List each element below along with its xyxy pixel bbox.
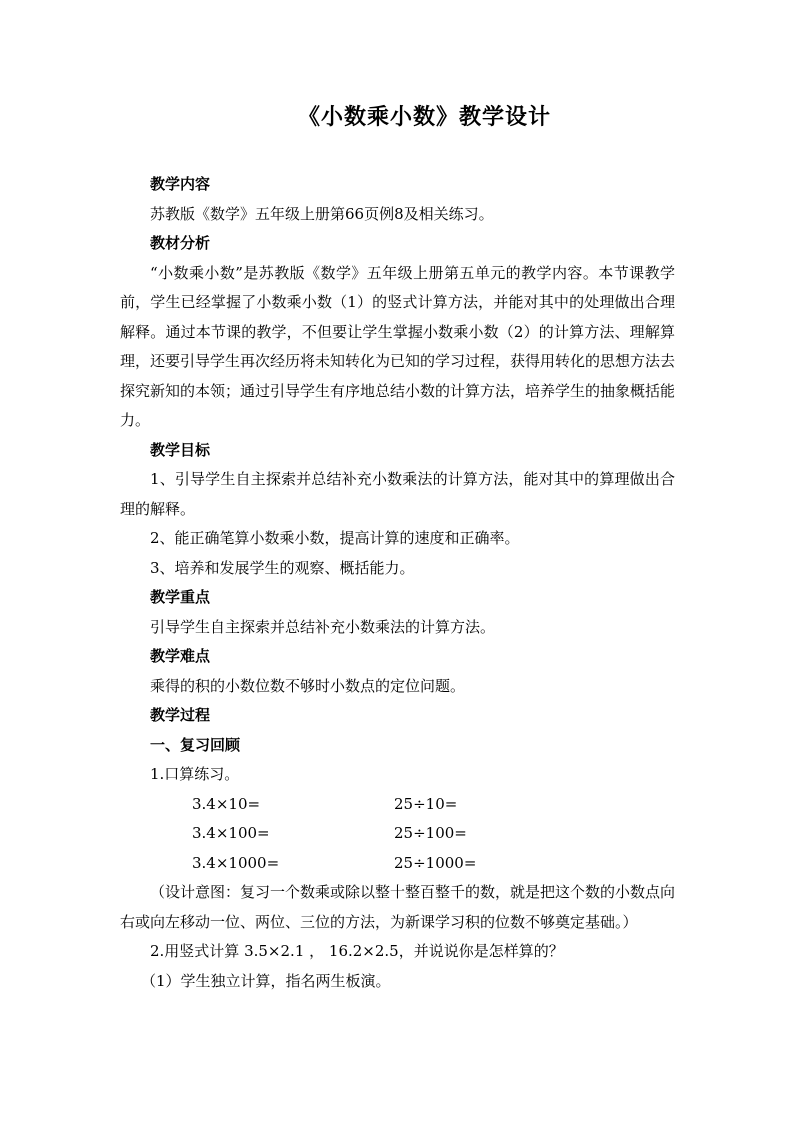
key-text: 引导学生自主探索并总结补充小数乘法的计算方法。 xyxy=(150,617,496,636)
calc-left: 3.4×10= xyxy=(192,794,261,813)
goal-item-3: 3、培养和发展学生的观察、概括能力。 xyxy=(150,558,415,577)
goal-item-1: 1、引导学生自主探索并总结补充小数乘法的计算方法，能对其中的算理做出合理的解释。 xyxy=(120,470,675,518)
section-heading-key: 教学重点 xyxy=(150,588,211,606)
step-1: （1）学生独立计算，指名两生板演。 xyxy=(141,971,391,990)
review-heading: 一、复习回顾 xyxy=(150,735,241,754)
section-heading-difficulty: 教学难点 xyxy=(150,647,211,665)
analysis-text: “小数乘小数”是苏教版《数学》五年级上册第五单元的教学内容。本节课教学前，学生已经掌握了小数乘小数（1）的竖式计算方法，并能对其中的处理做出合理解释。通过本节课的教学，不但要让学生掌握小数乘小数（2）的计算方法、理解算理，还要引导学生再次经历将未知转化为已知的学习过程，获得用转化的思想方法去探究新知的本领；通过引导学生有序地总结小数的计算方法，培养学生的抽象概括能力。 xyxy=(120,263,676,429)
section-heading-content: 教学内容 xyxy=(150,175,211,193)
calc-left: 3.4×100= xyxy=(192,824,270,842)
calc-right: 25÷10= xyxy=(394,794,458,813)
calc-row-3 xyxy=(120,849,675,879)
document-body xyxy=(120,170,675,996)
calc-row-2 xyxy=(120,819,675,849)
design-intent: （设计意图：复习一个数乘或除以整十整百整千的数，就是把这个数的小数点向右或向左移动一位、两位、三位的方法，为新课学习积的位数不够奠定基础。） xyxy=(120,883,676,931)
calc-row-1 xyxy=(120,790,675,820)
goal-item-2: 2、能正确笔算小数乘小数，提高计算的速度和正确率。 xyxy=(150,529,520,547)
vertical-calc-task: 2.用竖式计算 3.5×2.1 ， 16.2×2.5，并说说你是怎样算的？ xyxy=(150,942,564,960)
difficulty-text: 乘得的积的小数位数不够时小数点的定位问题。 xyxy=(150,676,466,695)
section-heading-goals: 教学目标 xyxy=(150,440,211,459)
calc-right: 25÷100= xyxy=(394,824,467,842)
oral-practice: 1.口算练习。 xyxy=(150,765,240,783)
page-title: 《小数乘小数》教学设计 xyxy=(297,104,551,130)
section-heading-process: 教学过程 xyxy=(150,706,211,724)
calc-right: 25÷1000= xyxy=(394,853,477,872)
content-text: 苏教版《数学》五年级上册第66页例8及相关练习。 xyxy=(150,204,494,223)
calc-left: 3.4×1000= xyxy=(192,853,280,872)
section-heading-analysis: 教材分析 xyxy=(150,234,211,252)
